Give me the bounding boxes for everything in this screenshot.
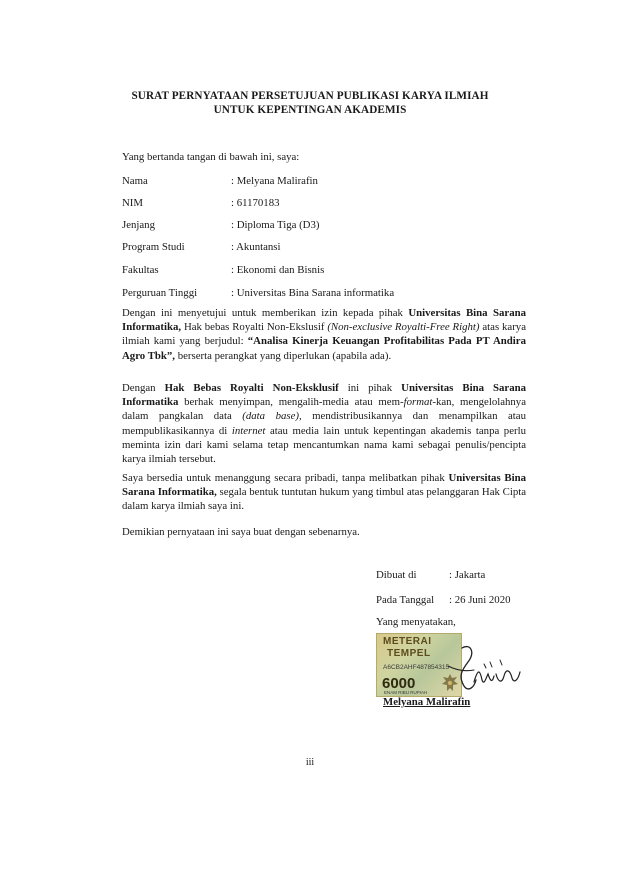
field-value: : Akuntansi (231, 241, 281, 253)
field-label: Program Studi (122, 241, 185, 253)
stamp-serial: A6CB2AHF487854315 (383, 664, 450, 671)
paragraph-closing: Demikian pernyataan ini saya buat dengan sebenarnya. (122, 526, 360, 538)
field-value: : Diploma Tiga (D3) (231, 219, 320, 231)
document-title-line-2: UNTUK KEPENTINGAN AKADEMIS (213, 104, 407, 116)
field-label: Fakultas (122, 264, 159, 276)
signer-name: Melyana Malirafin (383, 696, 471, 708)
field-value: : 61170183 (231, 197, 280, 209)
stamp-value: 6000 (382, 675, 416, 692)
closing-text: Yang menyatakan, (376, 616, 456, 628)
intro-text: Yang bertanda tangan di bawah ini, saya: (122, 151, 300, 163)
stamp-subtext: ENAM RIBU RUPIAH (384, 690, 428, 695)
field-label: Jenjang (122, 219, 155, 231)
field-value: : Melyana Malirafin (231, 175, 318, 187)
field-label: Nama (122, 175, 148, 187)
paragraph-liability: Saya bersedia untuk menanggung secara pribadi, tanpa melibatkan pihak Universitas Bina Sarana Informatika, segala bentuk tuntutan hukum yang timbul atas pelanggaran Hak Cipta dalam karya ilmiah saya ini. (122, 472, 527, 513)
field-label: Perguruan Tinggi (122, 287, 198, 299)
stamp-text-line1: METERAI (383, 636, 432, 647)
place-label: Dibuat di (376, 569, 417, 581)
field-value: : Ekonomi dan Bisnis (231, 264, 325, 276)
stamp-text-line2: TEMPEL (387, 648, 431, 659)
field-value: : Universitas Bina Sarana informatika (231, 287, 395, 299)
date-label: Pada Tanggal (376, 594, 435, 606)
handwritten-signature-icon (440, 640, 530, 695)
place-value: : Jakarta (449, 569, 486, 581)
document-title-line-1: SURAT PERNYATAAN PERSETUJUAN PUBLIKASI KARYA ILMIAH (131, 90, 489, 102)
field-label: NIM (122, 197, 143, 209)
page-number: iii (305, 757, 315, 768)
paragraph-royalty-rights: Dengan Hak Bebas Royalti Non-Eksklusif ini pihak Universitas Bina Sarana Informatika berhak menyimpan, mengalih-media atau mem-format-kan, mengelolahnya dalam pangkalan data (data base), mendistribusikannya dan menampilkan atau mempublikasikannya di internet atau media lain untuk kepentingan akademis tanpa perlu meminta izin dari kami selama tetap mencantumkan nama kami sebagai penulis/pencipta karya ilmiah tersebut. (122, 382, 526, 466)
paragraph-permission: Dengan ini menyetujui untuk memberikan izin kepada pihak Universitas Bina Sarana Informatika, Hak bebas Royalti Non-Ekslusif (Non-exclusive Royalti-Free Right) atas karya ilmiah kami yang berjudul: “Analisa Kinerja Keuangan Profitabilitas Pada PT Andira Agro Tbk”, berserta perangkat yang diperlukan (apabila ada). (122, 307, 527, 362)
date-value: : 26 Juni 2020 (449, 594, 511, 606)
